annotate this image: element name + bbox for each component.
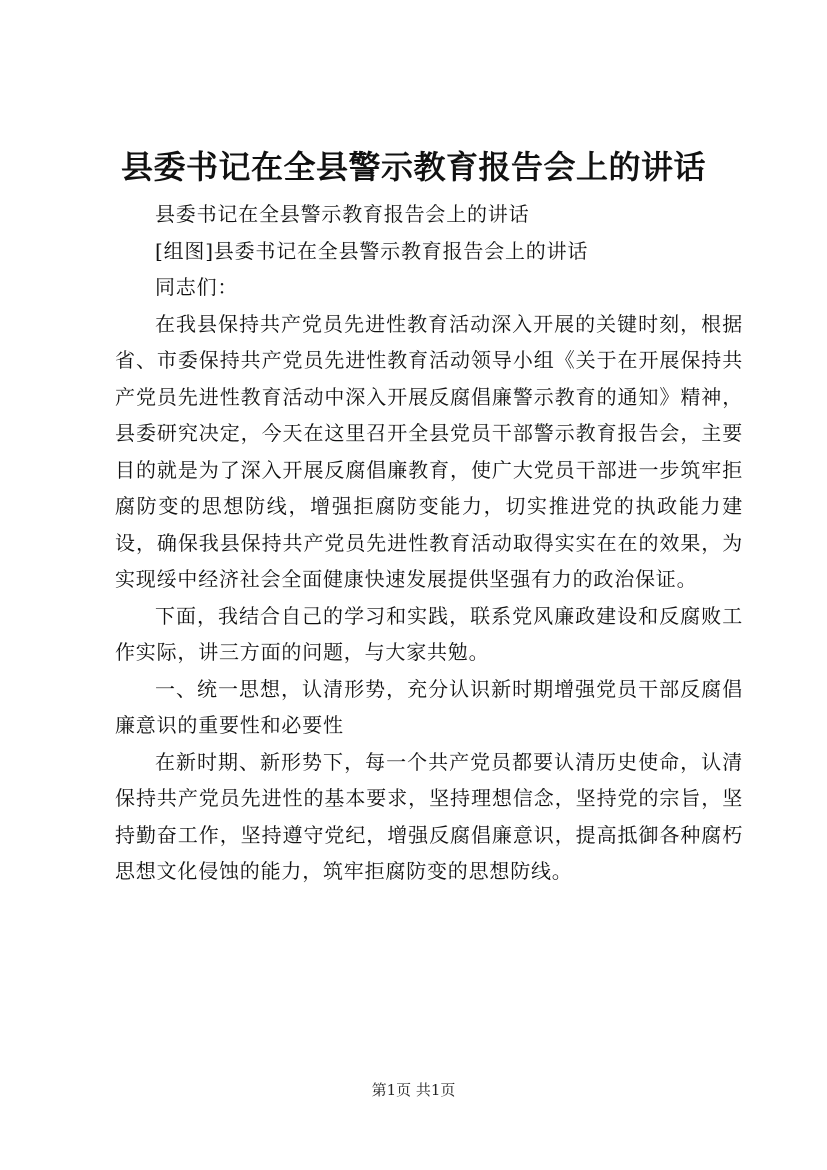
page-number-footer: 第1页 共1页 bbox=[371, 1081, 456, 1099]
salutation-paragraph: 同志们： bbox=[155, 275, 239, 299]
body-paragraph: 下面，我结合自己的学习和实践，联系党风廉政建设和反腐败工作实际，讲三方面的问题，与大家共勉。 bbox=[115, 603, 743, 664]
section-heading: 一、统一思想，认清形势，充分认识新时期增强党员干部反腐倡廉意识的重要性和必要性 bbox=[115, 676, 743, 737]
document-title: 县委书记在全县警示教育报告会上的讲话 bbox=[120, 148, 706, 186]
document-body bbox=[115, 196, 743, 890]
image-caption-paragraph: [组图]县委书记在全县警示教育报告会上的讲话 bbox=[155, 238, 589, 263]
body-paragraph: 在新时期、新形势下，每一个共产党员都要认清历史使命，认清保持共产党员先进性的基本要求，坚持理想信念，坚持党的宗旨，坚持勤奋工作，坚持遵守党纪，增强反腐倡廉意识，提高抵御各种腐朽思想文化侵蚀的能力，筑牢拒腐防变的思想防线。 bbox=[115, 749, 743, 883]
subtitle-paragraph: 县委书记在全县警示教育报告会上的讲话 bbox=[155, 202, 530, 226]
body-paragraph: 在我县保持共产党员先进性教育活动深入开展的关键时刻，根据省、市委保持共产党员先进性教育活动领导小组《关于在开展保持共产党员先进性教育活动中深入开展反腐倡廉警示教育的通知》精神，县委研究决定，今天在这里召开全县党员干部警示教育报告会，主要目的就是为了深入开展反腐倡廉教育，使广大党员干部进一步筑牢拒腐防变的思想防线，增强拒腐防变能力，切实推进党的执政能力建设，确保我县保持共产党员先进性教育活动取得实实在在的效果，为实现绥中经济社会全面健康快速发展提供坚强有力的政治保证。 bbox=[115, 311, 743, 591]
